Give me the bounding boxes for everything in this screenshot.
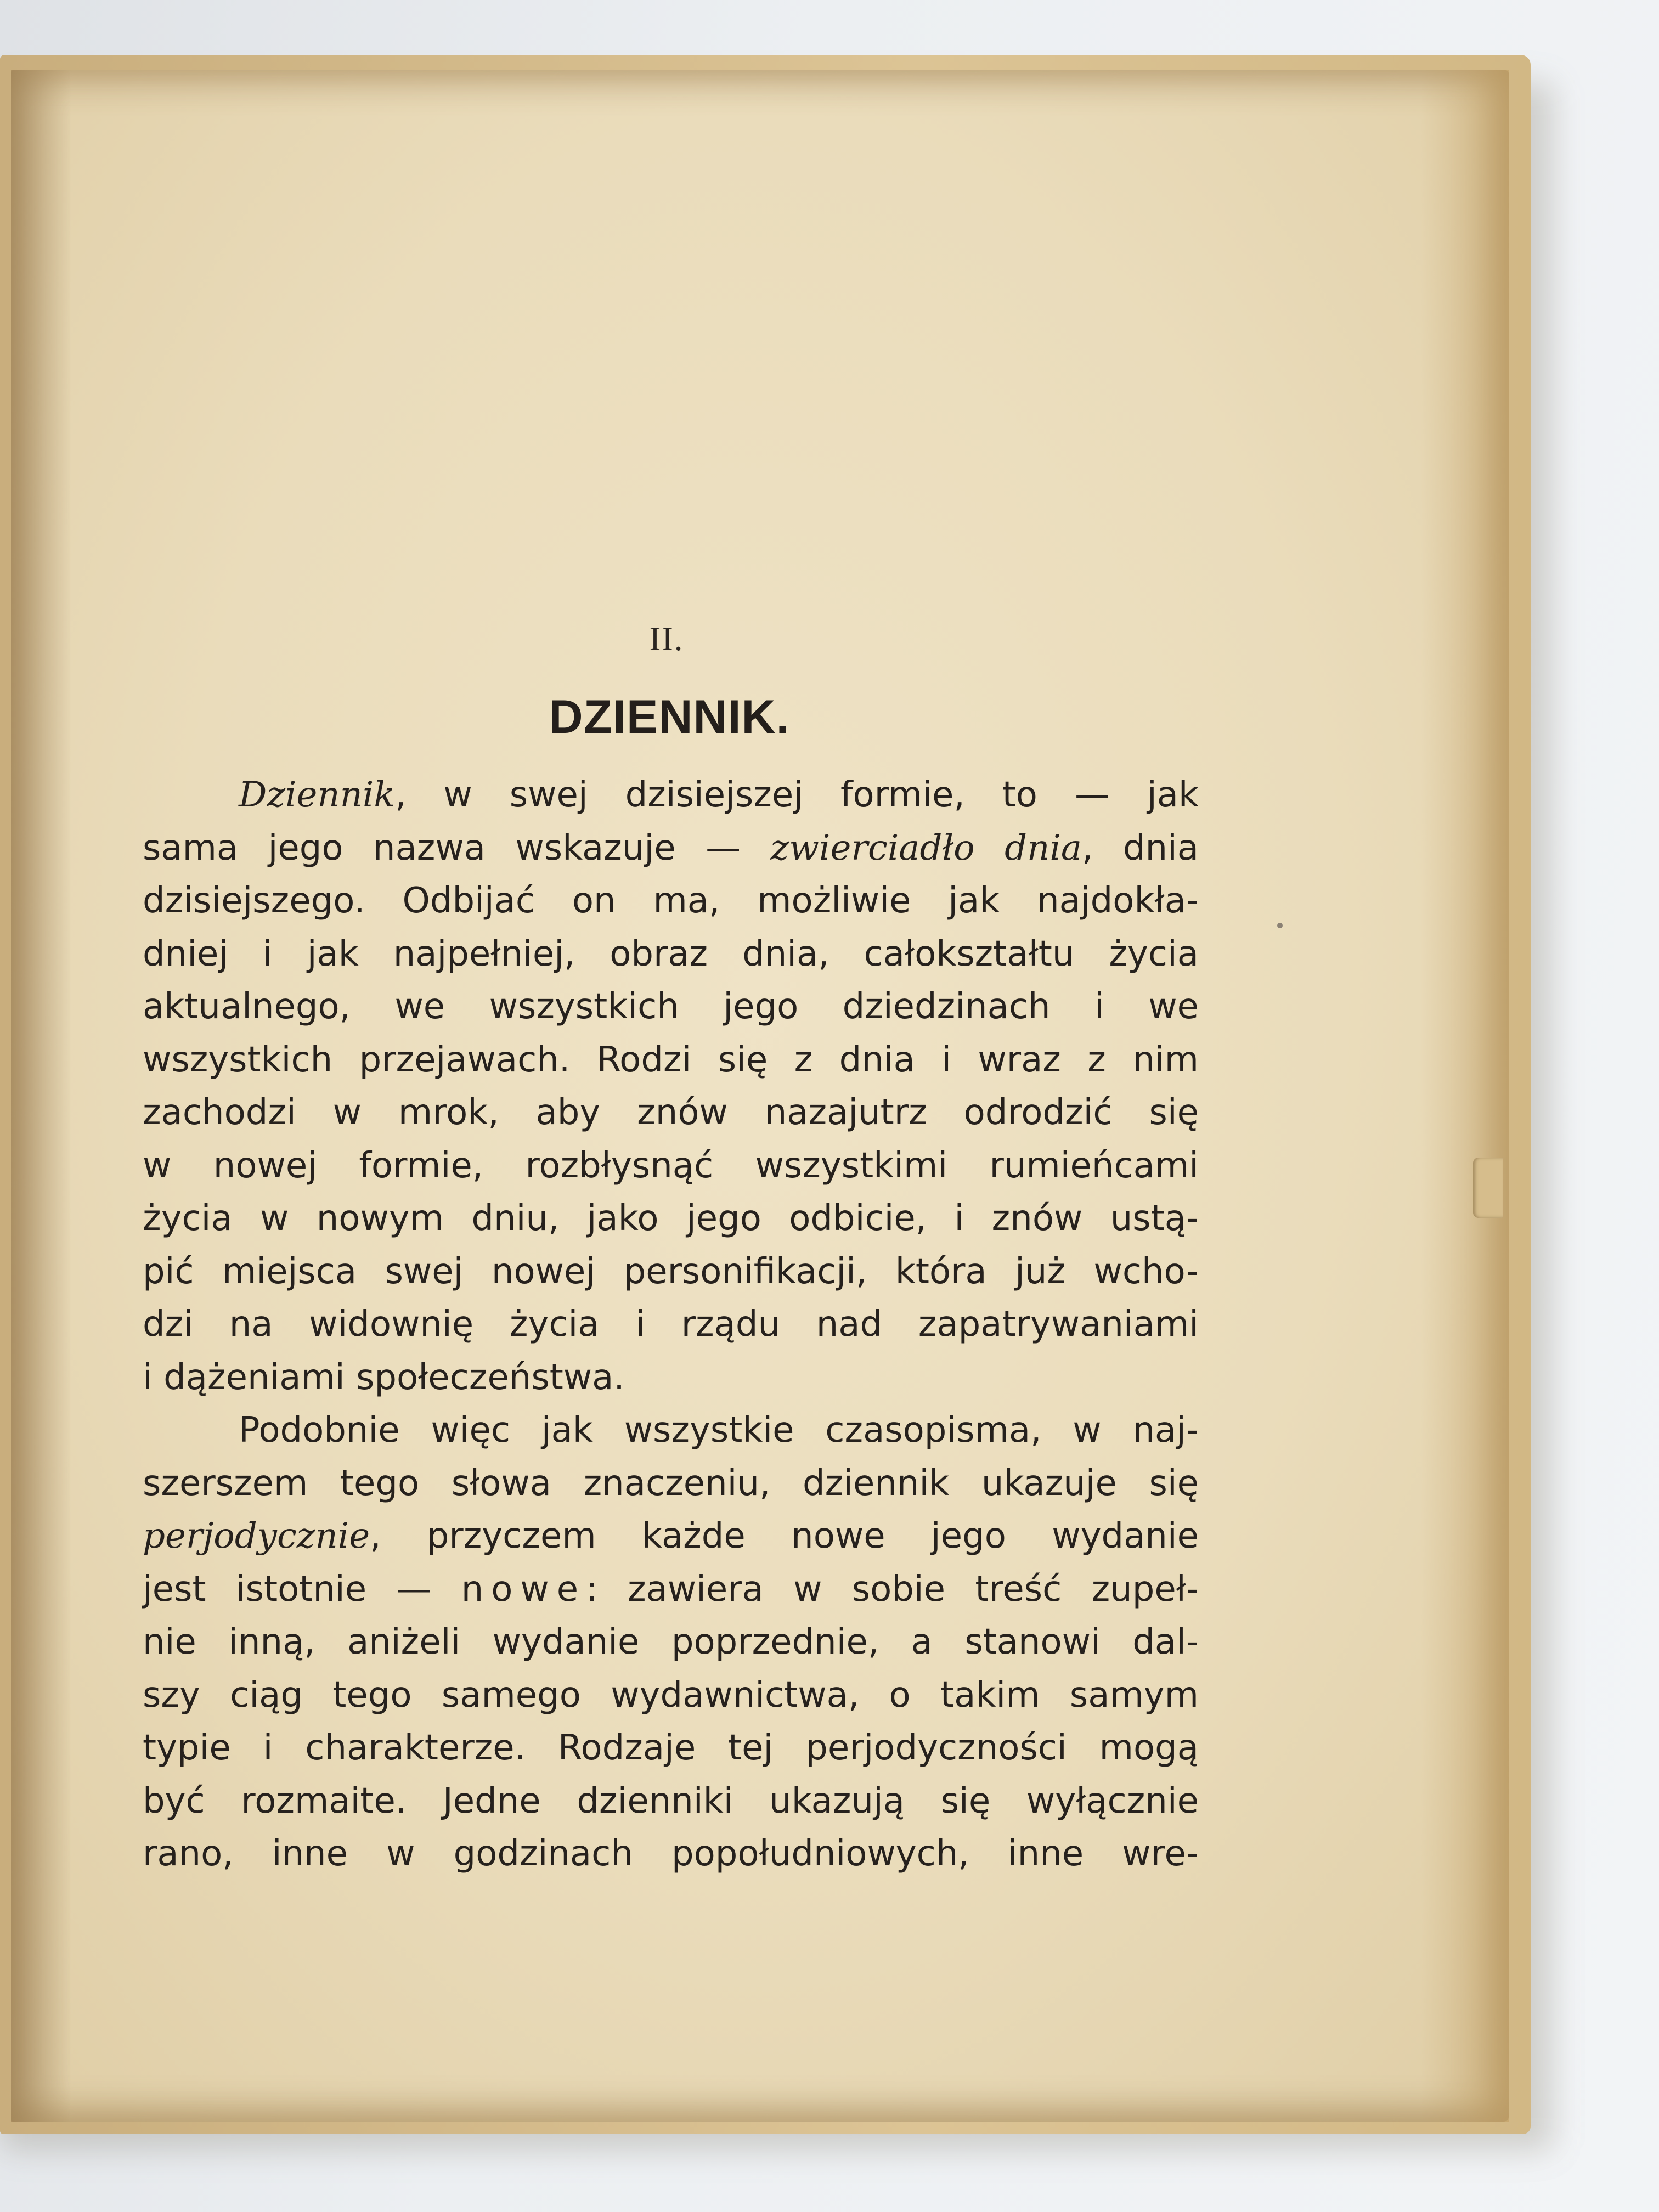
- text-line: [143, 1516, 1199, 1556]
- text-run: dniej i jak najpełniej, obraz dnia, całokształtu życia: [143, 933, 1199, 974]
- text-run: jest istotnie —: [143, 1568, 461, 1610]
- paper-speck: [1277, 923, 1283, 928]
- text-run: sama jego nazwa wskazuje —: [143, 827, 771, 868]
- text-run: zachodzi w mrok, aby znów nazajutrz odrodzić się: [143, 1092, 1199, 1133]
- text-run: Podobnie więc jak wszystkie czasopisma, w naj-: [239, 1410, 1199, 1451]
- text-run: aktualnego, we wszystkich jego dziedzinach i we: [143, 986, 1199, 1027]
- text-line: [143, 1146, 1199, 1186]
- text-run: szy ciąg tego samego wydawnictwa, o takim samym: [143, 1674, 1199, 1716]
- text-line: [143, 1304, 1199, 1345]
- text-run: życia w nowym dniu, jako jego odbicie, i znów ustą-: [143, 1198, 1199, 1239]
- text-line: [143, 1040, 1199, 1080]
- text-line: [143, 881, 1199, 921]
- page-gutter: [11, 70, 71, 2122]
- text-run: dzi na widownię życia i rządu nad zapatrywaniami: [143, 1304, 1199, 1345]
- text-run: , w swej dzisiejszej formie, to — jak: [395, 775, 1199, 815]
- text-line: [143, 1251, 1199, 1292]
- text-run: szerszem tego słowa znaczeniu, dziennik ukazuje się: [143, 1463, 1199, 1504]
- text-run: dzisiejszego. Odbijać on ma, możliwie jak najdokła-: [143, 881, 1199, 921]
- text-run: i dążeniami społeczeństwa.: [143, 1357, 625, 1398]
- chapter-title: DZIENNIK.: [549, 691, 790, 743]
- text-line: [143, 1675, 1199, 1716]
- text-line: [143, 1833, 1199, 1874]
- text-run: w nowej formie, rozbłysnąć wszystkimi rumieńcami: [143, 1145, 1199, 1186]
- text-line: [143, 1728, 1199, 1768]
- text-line: [143, 828, 1199, 868]
- text-line: [239, 775, 1199, 815]
- text-run: być rozmaite. Jedne dzienniki ukazują się wyłącznie: [143, 1780, 1199, 1821]
- text-line: [143, 1198, 1199, 1239]
- text-run: pić miejsca swej nowej personifikacji, która już wcho-: [143, 1251, 1199, 1292]
- text-line: [143, 934, 1199, 974]
- text-run: nie inną, aniżeli wydanie poprzednie, a stanowi dal-: [143, 1622, 1199, 1662]
- text-line: [143, 1092, 1199, 1133]
- italic-phrase: Dziennik: [239, 775, 396, 815]
- text-run: typie i charakterze. Rodzaje tej perjodyczności mogą: [143, 1728, 1199, 1768]
- text-line: [143, 986, 1199, 1027]
- text-run: rano, inne w godzinach popołudniowych, inne wre-: [143, 1833, 1199, 1874]
- torn-page-tab: [1473, 1158, 1503, 1218]
- text-run: , przyczem każde nowe jego wydanie: [370, 1516, 1199, 1556]
- text-line: [143, 1463, 1199, 1504]
- text-line: [143, 1781, 1199, 1821]
- text-run: : zawiera w sobie treść zupeł-: [586, 1568, 1199, 1610]
- text-line: [143, 1622, 1199, 1662]
- chapter-number: II.: [649, 620, 684, 658]
- text-line: [239, 1410, 1199, 1451]
- text-line: [143, 1569, 1199, 1610]
- text-run: , dnia: [1082, 827, 1199, 868]
- italic-phrase: zwierciadło dnia: [770, 827, 1082, 868]
- text-run: wszystkich przejawach. Rodzi się z dnia i wraz z nim: [143, 1039, 1199, 1080]
- italic-phrase: perjodycznie: [143, 1516, 370, 1556]
- text-run: nowe: [461, 1568, 586, 1610]
- page-fore-edge: [1421, 70, 1509, 2122]
- text-line: [143, 1357, 1199, 1398]
